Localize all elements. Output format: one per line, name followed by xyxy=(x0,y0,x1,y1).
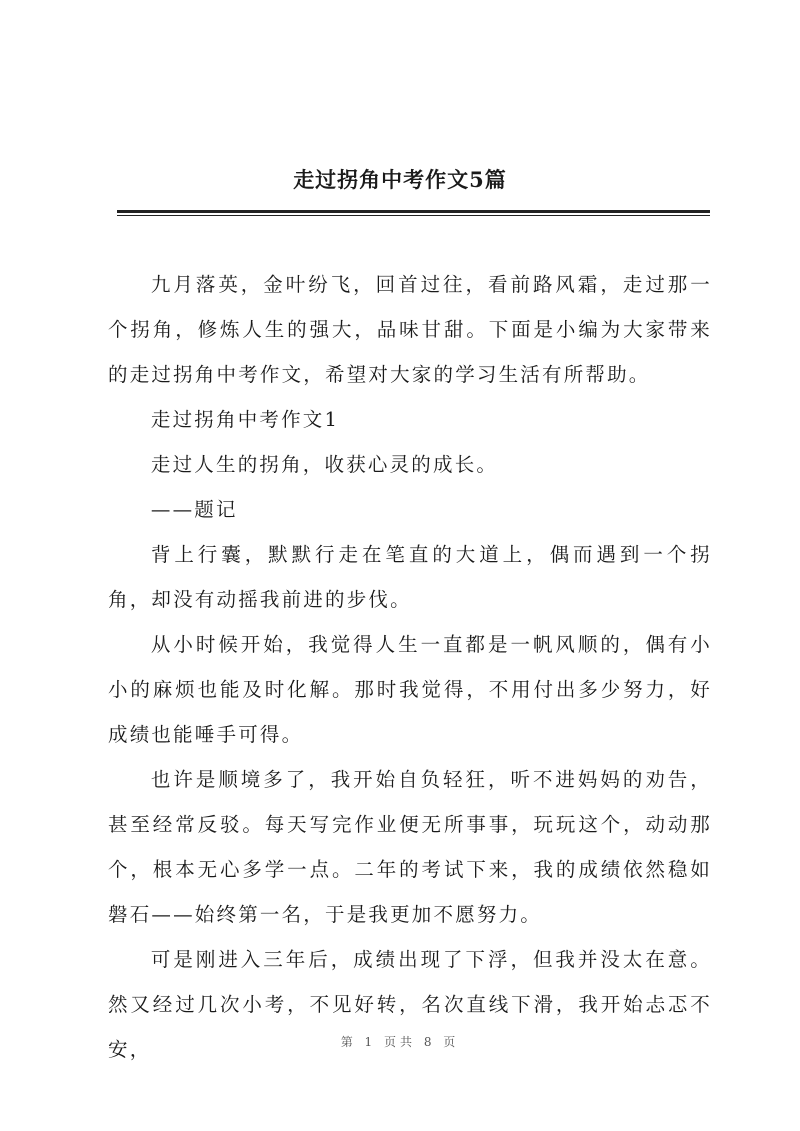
document-body xyxy=(108,262,712,1072)
epigraph-attribution: ——题记 xyxy=(150,498,238,521)
body-paragraph: 也许是顺境多了，我开始自负轻狂，听不进妈妈的劝告，甚至经常反驳。每天写完作业便无所事事，玩玩这个，动动那个，根本无心多学一点。二年的考试下来，我的成绩依然稳如磐石——始终第一名，于是我更加不愿努力。 xyxy=(108,768,712,926)
body-paragraph: 背上行囊，默默行走在笔直的大道上，偶而遇到一个拐角，却没有动摇我前进的步伐。 xyxy=(108,543,712,611)
essay-heading: 走过拐角中考作文1 xyxy=(150,408,340,431)
title-divider xyxy=(117,210,710,213)
title-divider-thin xyxy=(117,215,710,216)
body-paragraph: 从小时候开始，我觉得人生一直都是一帆风顺的，偶有小小的麻烦也能及时化解。那时我觉得，不用付出多少努力，好成绩也能唾手可得。 xyxy=(108,633,712,746)
document-title: 走过拐角中考作文5篇 xyxy=(293,167,507,192)
page-footer: 第 1 页共 8 页 xyxy=(340,1035,460,1049)
intro-paragraph: 九月落英，金叶纷飞，回首过往，看前路风霜，走过那一个拐角，修炼人生的强大，品味甘甜。下面是小编为大家带来的走过拐角中考作文，希望对大家的学习生活有所帮助。 xyxy=(108,273,712,386)
epigraph: 走过人生的拐角，收获心灵的成长。 xyxy=(150,453,499,476)
body-paragraph: 可是刚进入三年后，成绩出现了下浮，但我并没太在意。然又经过几次小考，不见好转，名次直线下滑，我开始忐忑不安， xyxy=(108,948,712,1061)
